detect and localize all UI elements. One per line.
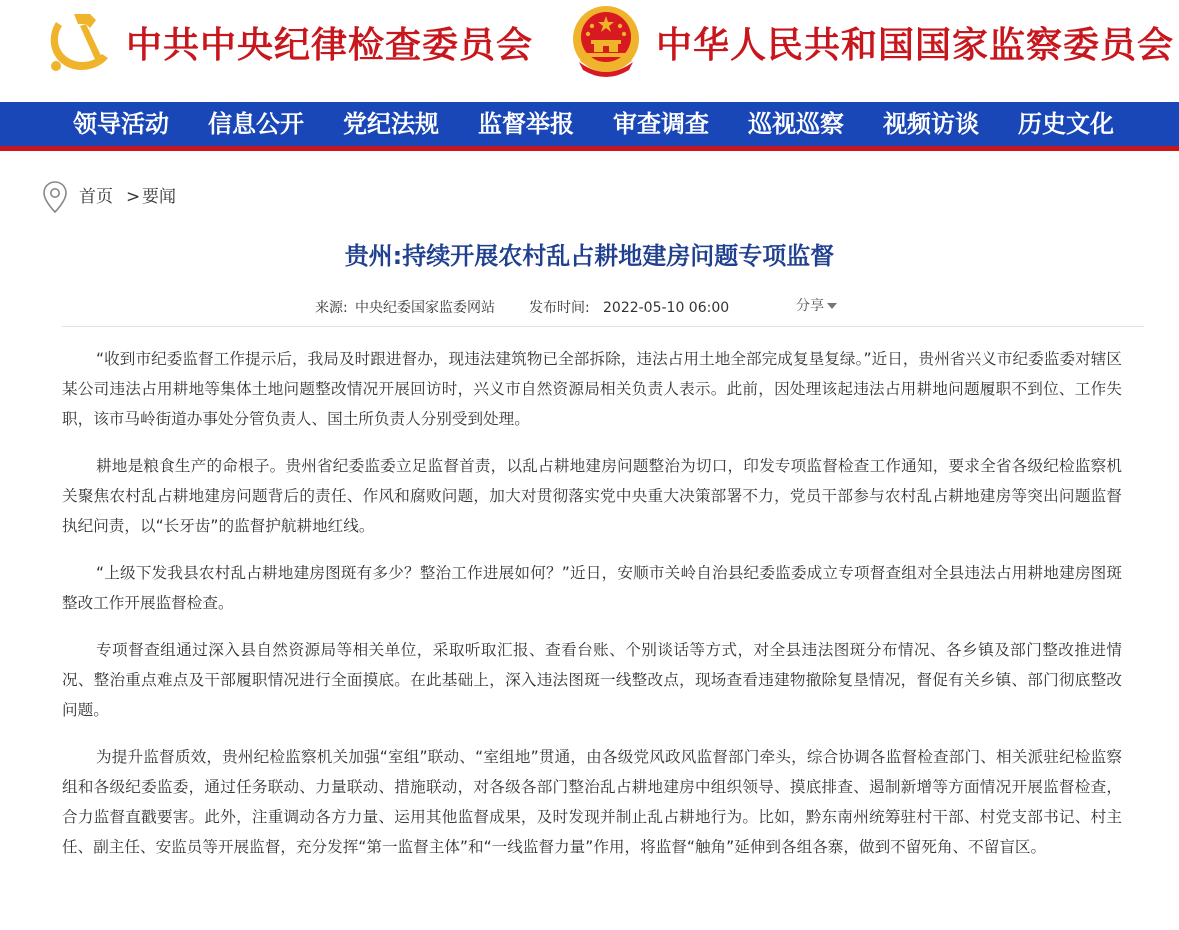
- article-paragraph: “上级下发我县农村乱占耕地建房图斑有多少？整治工作进展如何？”近日，安顺市关岭自治县纪委监委成立专项督查组对全县违法占用耕地建房图斑整改工作开展监督检查。: [62, 564, 1122, 612]
- breadcrumb-separator: >: [126, 187, 141, 207]
- location-pin-icon: [42, 180, 68, 214]
- nav-item-info-disclosure[interactable]: 信息公开: [208, 109, 304, 138]
- article-paragraph: 耕地是粮食生产的命根子。贵州省纪委监委立足监督首责，以乱占耕地建房问题整治为切口，印发专项监督检查工作通知，要求全省各级纪检监察机关聚焦农村乱占耕地建房问题背后的责任、作风和腐败问题，加大对贯彻落实党中央重大决策部署不力，党员干部参与农村乱占耕地建房等突出问题监督执纪问责，以“长牙齿”的监督护航耕地红线。: [62, 457, 1122, 535]
- source-value: 中央纪委国家监委网站: [355, 300, 495, 316]
- nav-item-history[interactable]: 历史文化: [1018, 109, 1114, 138]
- nav-item-investigation[interactable]: 审查调查: [613, 109, 709, 138]
- share-button[interactable]: [796, 296, 837, 316]
- party-emblem-icon: [44, 8, 112, 76]
- chevron-down-icon: [827, 303, 837, 309]
- breadcrumb-home-link[interactable]: 首页: [79, 187, 113, 207]
- org2-name: 中华人民共和国国家监察委员会: [656, 24, 1175, 66]
- nav-item-leadership[interactable]: 领导活动: [73, 109, 169, 138]
- title-divider: [62, 326, 1144, 327]
- article-paragraph: 专项督查组通过深入县自然资源局等相关单位，采取听取汇报、查看台账、个别谈话等方式，对全县违法图斑分布情况、各乡镇及部门整改推进情况、整治重点难点及干部履职情况进行全面摸底。在此基础上，深入违法图斑一线整改点，现场查看违建物撤除复垦情况，督促有关乡镇、部门彻底整改问题。: [62, 641, 1122, 719]
- source-label: 来源:: [315, 300, 348, 316]
- publish-time-value: 2022-05-10 06:00: [603, 300, 730, 316]
- site-header: [0, 0, 1179, 102]
- article-title: 贵州:持续开展农村乱占耕地建房问题专项监督: [344, 242, 835, 270]
- nav-item-video[interactable]: 视频访谈: [883, 109, 979, 138]
- share-label: 分享: [796, 298, 824, 314]
- main-navigation: [0, 102, 1179, 151]
- article-body: [62, 344, 1122, 879]
- nav-item-regulations[interactable]: 党纪法规: [343, 109, 439, 138]
- national-emblem-icon: [571, 4, 641, 78]
- article-paragraph: 为提升监督质效，贵州纪检监察机关加强“室组”联动、“室组地”贯通，由各级党风政风监督部门牵头，综合协调各监督检查部门、相关派驻纪检监察组和各级纪委监委，通过任务联动、力量联动、措施联动，对各级各部门整治乱占耕地建房中组织领导、摸底排查、遏制新增等方面情况开展监督检查，合力监督直戳要害。此外，注重调动各方力量、运用其他监督成果，及时发现并制止乱占耕地行为。比如，黔东南州统筹驻村干部、村党支部书记、村主任、副主任、安监员等开展监督，充分发挥“第一监督主体”和“一线监督力量”作用，将监督“触角”延伸到各组各寨，做到不留死角、不留盲区。: [62, 748, 1122, 856]
- breadcrumb-current-link[interactable]: 要闻: [142, 187, 176, 207]
- article-paragraph: “收到市纪委监督工作提示后，我局及时跟进督办，现违法建筑物已全部拆除，违法占用土地全部完成复垦复绿。”近日，贵州省兴义市纪委监委对辖区某公司违法占用耕地等集体土地问题整改情况开展回访时，兴义市自然资源局相关负责人表示。此前，因处理该起违法占用耕地问题履职不到位、工作失职，该市马岭街道办事处分管负责人、国土所负责人分别受到处理。: [62, 350, 1122, 428]
- nav-item-inspection[interactable]: 巡视巡察: [748, 109, 844, 138]
- nav-item-report[interactable]: 监督举报: [478, 109, 574, 138]
- publish-time-label: 发布时间:: [529, 300, 590, 316]
- org1-name: 中共中央纪律检查委员会: [126, 24, 534, 66]
